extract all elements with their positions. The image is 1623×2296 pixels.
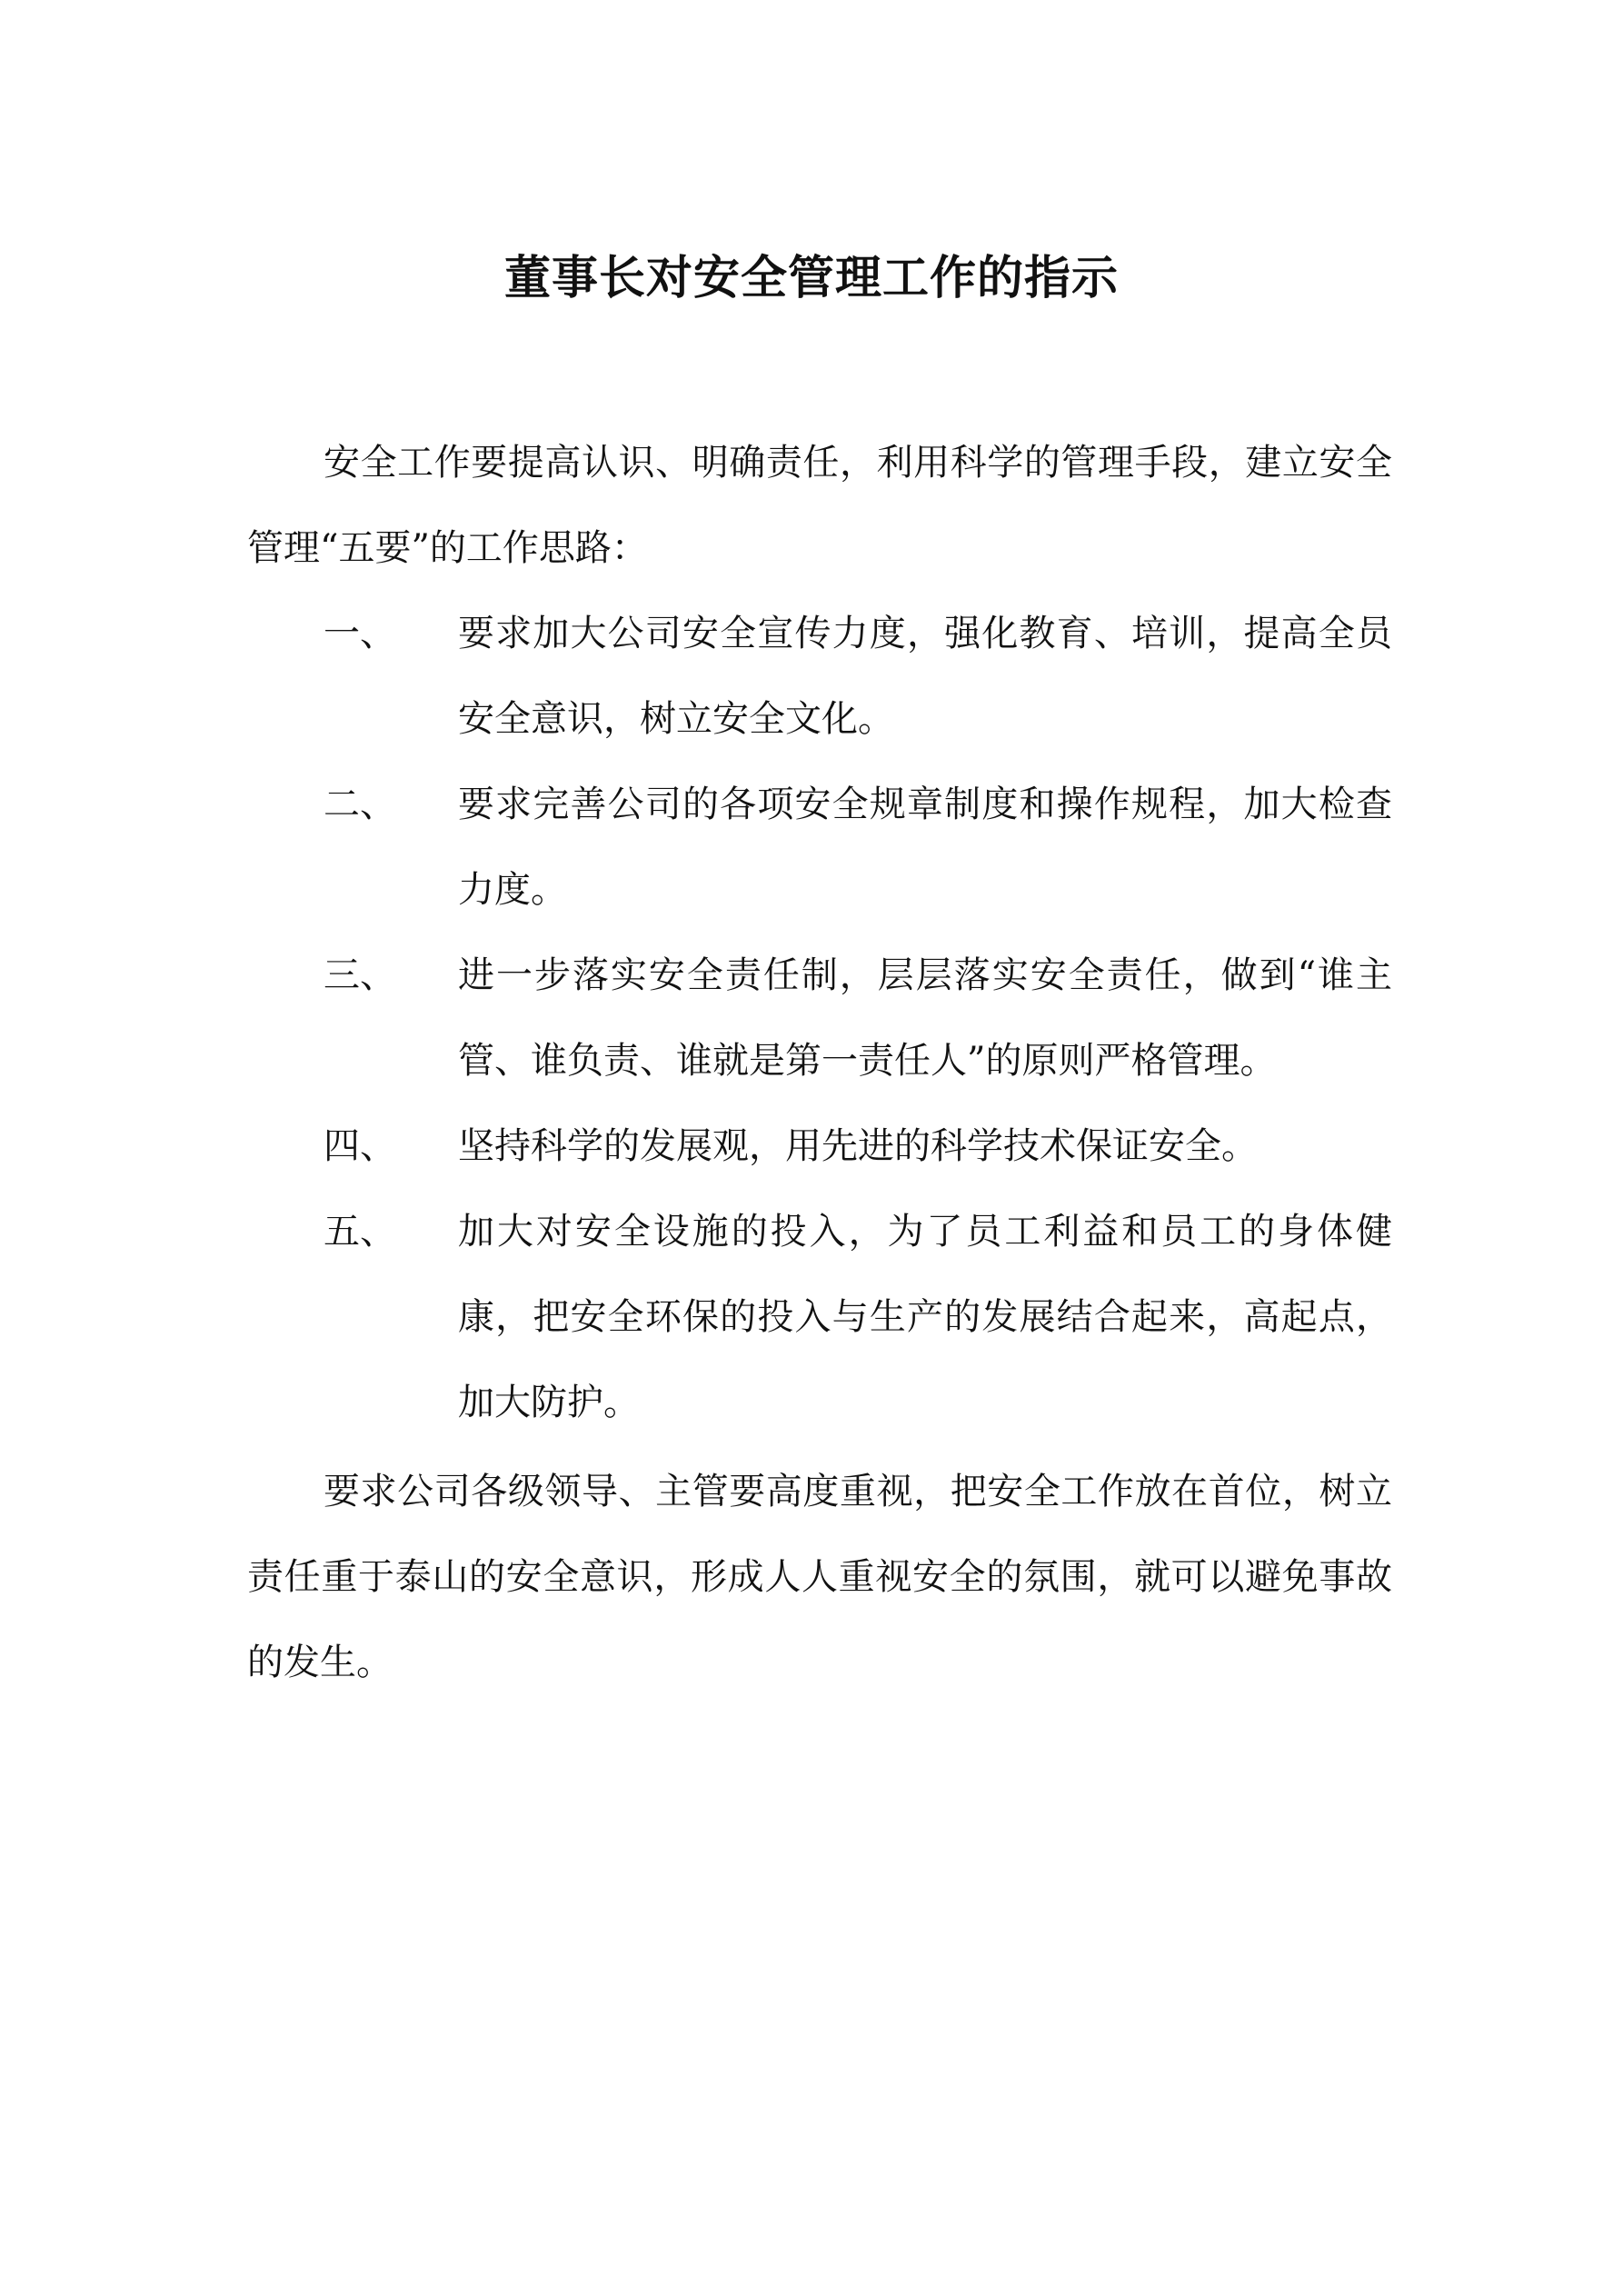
directive-text: 进一步落实安全责任制，层层落实安全责任，做到“谁主管、谁负责、谁就是第一责任人”的原则严格管理。 bbox=[458, 954, 1392, 1082]
directive-marker: 二、 bbox=[324, 784, 396, 825]
directive-text: 坚持科学的发展观，用先进的科学技术保证安全。 bbox=[458, 1125, 1258, 1167]
directive-item-5 bbox=[324, 1189, 1392, 1445]
directive-marker: 五、 bbox=[324, 1211, 396, 1253]
directive-text: 要求加大公司安全宣传力度，强化教育、培训，提高全员安全意识，树立安全文化。 bbox=[458, 613, 1392, 740]
directive-list bbox=[324, 591, 1392, 1445]
directive-item-3 bbox=[324, 933, 1392, 1103]
directive-marker: 一、 bbox=[324, 613, 396, 654]
directive-item-2 bbox=[324, 762, 1392, 933]
directive-item-4 bbox=[324, 1103, 1392, 1189]
directive-marker: 四、 bbox=[324, 1125, 396, 1167]
closing-paragraph: 要求公司各级领导、主管要高度重视，把安全工作放在首位，树立责任重于泰山的安全意识，形成人人重视安全的氛围，就可以避免事故的发生。 bbox=[247, 1471, 1392, 1683]
directive-text: 要求完善公司的各项安全规章制度和操作规程，加大检查力度。 bbox=[458, 784, 1392, 911]
directive-item-1 bbox=[324, 591, 1392, 762]
document-title: 董事长对安全管理工作的指示 bbox=[503, 252, 1119, 305]
intro-paragraph: 安全工作要提高认识、明确责任，利用科学的管理手段，建立安全管理“五要”的工作思路： bbox=[247, 442, 1392, 569]
directive-text: 加大对安全设施的投入，为了员工利益和员工的身体健康，把安全环保的投入与生产的发展结合起来，高起点，加大防护。 bbox=[458, 1211, 1392, 1423]
directive-marker: 三、 bbox=[324, 954, 396, 996]
